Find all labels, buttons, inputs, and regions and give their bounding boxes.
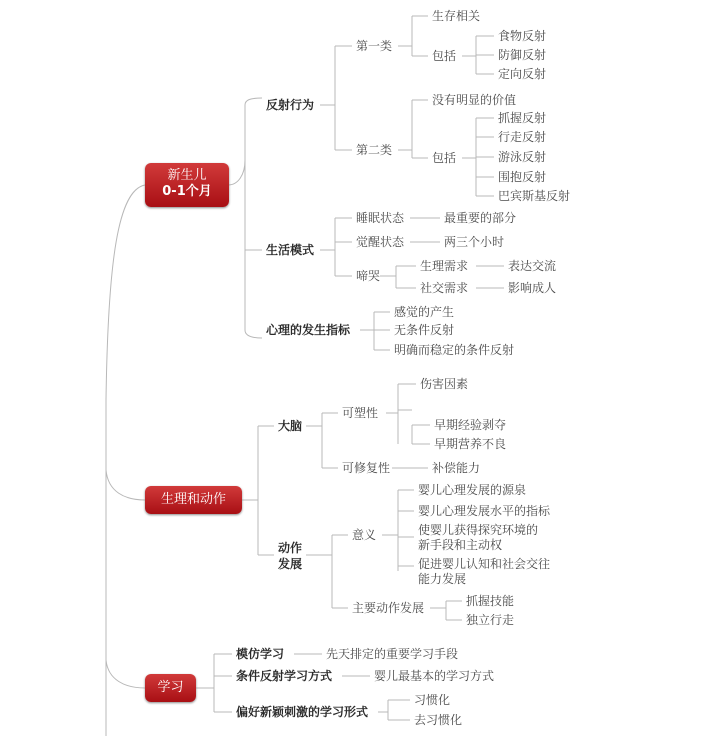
life-social-need: 社交需求 (420, 281, 469, 295)
motor-m1: 婴儿心理发展的源泉 (418, 483, 527, 497)
brain-title: 大脑 (278, 419, 303, 433)
life-sleep: 睡眠状态 (356, 211, 405, 225)
node-newborn[interactable] (145, 163, 229, 207)
brain-repair: 可修复性 (342, 461, 391, 475)
learn-novel: 偏好新颖刺激的学习形式 (236, 705, 369, 719)
life-phys-need: 生理需求 (420, 259, 469, 273)
motor-m4a: 促进婴儿认知和社会交往 (418, 557, 551, 571)
reflex-type1-item: 食物反射 (498, 29, 547, 43)
learn-habit: 习惯化 (414, 693, 451, 707)
reflex-title: 反射行为 (266, 98, 315, 112)
reflex-type2-include: 包括 (432, 151, 457, 165)
brain-harm: 伤害因素 (420, 377, 469, 391)
life-social-note: 影响成人 (508, 281, 557, 295)
reflex-type1: 第一类 (356, 39, 393, 53)
reflex-type1-include: 包括 (432, 49, 457, 63)
reflex-type2-item: 游泳反射 (498, 150, 547, 164)
life-sleep-note: 最重要的部分 (444, 211, 517, 225)
motor-walk: 独立行走 (466, 613, 515, 627)
learn-cond: 条件反射学习方式 (236, 669, 333, 683)
motor-title-1: 动作 (278, 541, 303, 555)
psych-title: 心理的发生指标 (266, 323, 351, 337)
brain-nutrition: 早期营养不良 (434, 437, 507, 451)
motor-m4b: 能力发展 (418, 572, 467, 586)
node-learning[interactable] (145, 674, 196, 702)
life-phys-note: 表达交流 (508, 259, 557, 273)
life-awake: 觉醒状态 (356, 235, 405, 249)
node-physio[interactable] (145, 486, 242, 514)
motor-meaning: 意义 (352, 528, 377, 542)
psych-item: 无条件反射 (394, 323, 455, 337)
reflex-type2: 第二类 (356, 143, 393, 157)
motor-grasp: 抓握技能 (466, 594, 515, 608)
brain-plasticity: 可塑性 (342, 406, 379, 420)
life-title: 生活模式 (266, 243, 315, 257)
learn-imitate-note: 先天排定的重要学习手段 (326, 647, 459, 661)
learn-imitate: 模仿学习 (236, 647, 285, 661)
reflex-type1-item: 防御反射 (498, 48, 547, 62)
newborn-age: 0-1个月 (162, 184, 212, 199)
reflex-type2-item: 行走反射 (498, 130, 547, 144)
reflex-type2-item: 抓握反射 (498, 111, 547, 125)
reflex-no-value: 没有明显的价值 (432, 93, 517, 107)
psych-item: 感觉的产生 (394, 305, 455, 319)
reflex-type2-item: 围抱反射 (498, 170, 547, 184)
psych-item: 明确而稳定的条件反射 (394, 343, 515, 357)
motor-main: 主要动作发展 (352, 601, 425, 615)
newborn-title: 新生儿 (167, 168, 207, 183)
motor-m2: 婴儿心理发展水平的指标 (418, 504, 551, 518)
motor-m3b: 新手段和主动权 (418, 538, 503, 552)
physio-title: 生理和动作 (160, 492, 226, 507)
reflex-survival: 生存相关 (432, 9, 481, 23)
life-cry: 啼哭 (356, 269, 381, 283)
motor-m3a: 使婴儿获得探究环境的 (418, 523, 539, 537)
learning-title: 学习 (157, 680, 184, 695)
brain-exp: 早期经验剥夺 (434, 418, 507, 432)
learn-cond-note: 婴儿最基本的学习方式 (374, 669, 495, 683)
motor-title-2: 发展 (278, 557, 303, 571)
reflex-type1-item: 定向反射 (498, 67, 547, 81)
life-awake-note: 两三个小时 (444, 235, 505, 249)
learn-dehabit: 去习惯化 (414, 713, 463, 727)
reflex-type2-item: 巴宾斯基反射 (498, 189, 571, 203)
brain-compensate: 补偿能力 (432, 461, 481, 475)
